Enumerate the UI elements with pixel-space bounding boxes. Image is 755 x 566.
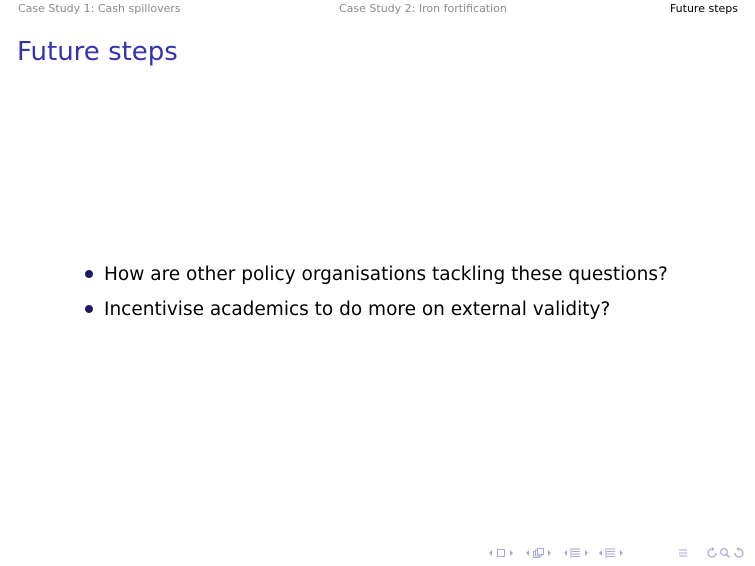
bullet-icon <box>85 270 93 278</box>
back-icon[interactable] <box>706 546 718 560</box>
bullet-text: Incentivise academics to do more on external validity? <box>104 299 611 320</box>
search-icon[interactable] <box>719 546 731 560</box>
document-next-arrow-icon[interactable] <box>619 546 624 560</box>
frame-prev-arrow-icon[interactable] <box>488 546 493 560</box>
section-next-arrow-icon[interactable] <box>584 546 589 560</box>
bullet-list <box>82 257 668 327</box>
document-prev-arrow-icon[interactable] <box>598 546 603 560</box>
slide-title: Future steps <box>17 37 178 67</box>
subsection-icon[interactable] <box>532 546 545 560</box>
bullet-item <box>82 257 668 292</box>
frame-next-arrow-icon[interactable] <box>509 546 514 560</box>
nav-section-case-study-2[interactable]: Case Study 2: Iron fortification <box>339 2 507 15</box>
bullet-text: How are other policy organisations tackling these questions? <box>104 264 668 285</box>
section-icon[interactable] <box>570 546 582 560</box>
section-navigation-bar <box>0 0 755 18</box>
beamer-navigation-symbols <box>480 546 750 560</box>
subsection-next-arrow-icon[interactable] <box>547 546 552 560</box>
subsection-prev-arrow-icon[interactable] <box>525 546 530 560</box>
bullet-icon <box>85 305 93 313</box>
forward-icon[interactable] <box>733 546 745 560</box>
nav-section-future-steps[interactable]: Future steps <box>669 2 738 15</box>
frame-icon[interactable] <box>496 546 506 560</box>
nav-section-case-study-1[interactable]: Case Study 1: Cash spillovers <box>18 2 181 15</box>
appendix-icon[interactable] <box>678 546 688 560</box>
bullet-item <box>82 292 668 327</box>
document-icon[interactable] <box>605 546 617 560</box>
section-prev-arrow-icon[interactable] <box>563 546 568 560</box>
